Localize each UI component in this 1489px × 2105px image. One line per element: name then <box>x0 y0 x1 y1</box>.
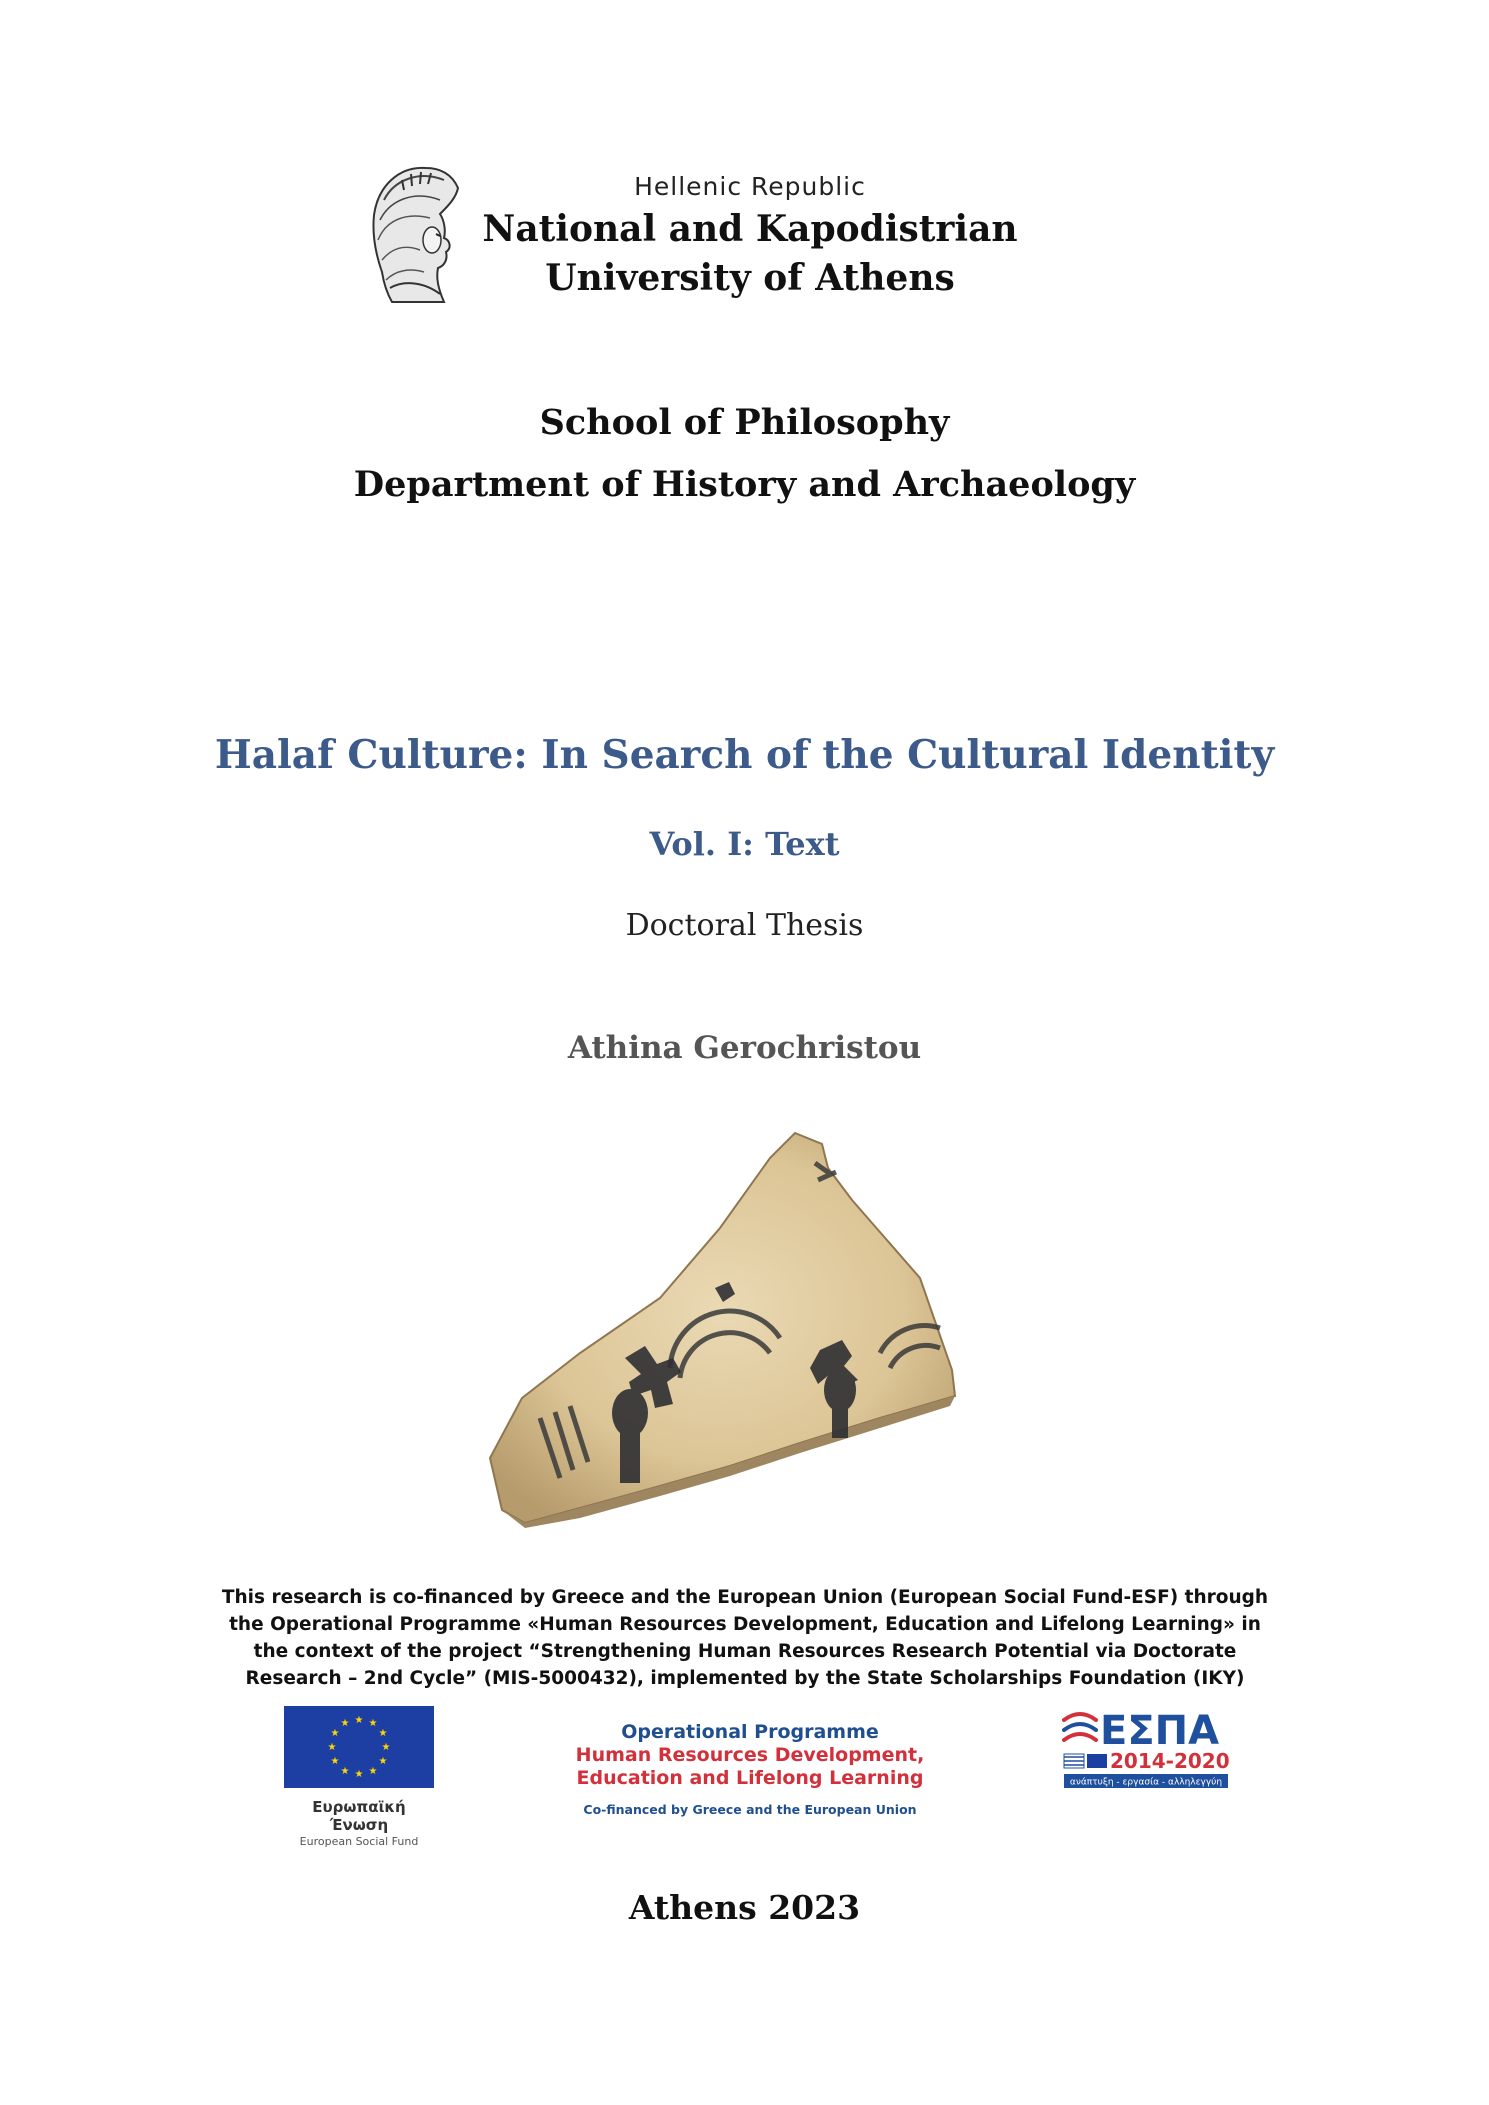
svg-text:★: ★ <box>330 1728 340 1739</box>
svg-text:★: ★ <box>378 1728 388 1739</box>
author-name: Athina Gerochristou <box>567 1030 922 1066</box>
university-name-line1: National and Kapodistrian <box>482 208 1018 250</box>
university-name-line2: University of Athens <box>545 257 955 299</box>
op-cofinanced: Co-financed by Greece and the European Union <box>583 1802 917 1817</box>
university-athena-logo <box>364 160 464 305</box>
eu-caption-english: European Social Fund <box>299 1835 419 1848</box>
svg-text:★: ★ <box>368 1766 378 1777</box>
svg-text:★: ★ <box>327 1742 337 1753</box>
eu-flag-icon <box>284 1706 434 1788</box>
svg-text:★: ★ <box>330 1756 340 1767</box>
espa-logo <box>1062 1700 1232 1800</box>
volume-label: Vol. I: Text <box>649 825 840 863</box>
op-subtitle-line1: Human Resources Development, <box>575 1744 925 1766</box>
espa-tagline: ανάπτυξη - εργασία - αλληλεγγύη <box>1069 1777 1223 1788</box>
espa-name: ΕΣΠΑ <box>1100 1708 1220 1754</box>
svg-text:★: ★ <box>340 1766 350 1777</box>
place-and-year: Athens 2023 <box>628 1888 861 1927</box>
thesis-title: Halaf Culture: In Search of the Cultural Identity <box>214 732 1275 778</box>
svg-text:★: ★ <box>340 1718 350 1729</box>
op-subtitle-line2: Education and Lifelong Learning <box>576 1767 924 1789</box>
halaf-pottery-shard-image <box>480 1128 980 1528</box>
department-name: Department of History and Archaeology <box>353 464 1136 505</box>
svg-text:★: ★ <box>368 1718 378 1729</box>
svg-text:★: ★ <box>381 1742 391 1753</box>
funding-statement: This research is co-financed by Greece and the European Union (European Social Fund-ESF) through the Operational Programme «Human Resources Development, Education and Lifelong Learning» in the context of the project “Strengthening Human Resources Research Potential via Doctorate Research – 2nd Cycle” (MIS-5000432), implemented by the State Scholarships Foundation (IKY) <box>221 1587 1269 1689</box>
republic-label: Hellenic Republic <box>634 172 866 201</box>
operational-programme-logo <box>560 1720 940 1817</box>
svg-text:★: ★ <box>354 1769 364 1780</box>
eu-caption-greek: Ευρωπαϊκή Ένωση <box>312 1798 406 1834</box>
european-union-logo <box>284 1706 434 1848</box>
university-header <box>480 172 1020 303</box>
svg-text:★: ★ <box>354 1715 364 1726</box>
espa-years: 2014-2020 <box>1110 1749 1230 1773</box>
school-name: School of Philosophy <box>539 402 950 443</box>
op-title: Operational Programme <box>621 1721 879 1743</box>
svg-text:★: ★ <box>378 1756 388 1767</box>
document-type: Doctoral Thesis <box>625 908 864 943</box>
